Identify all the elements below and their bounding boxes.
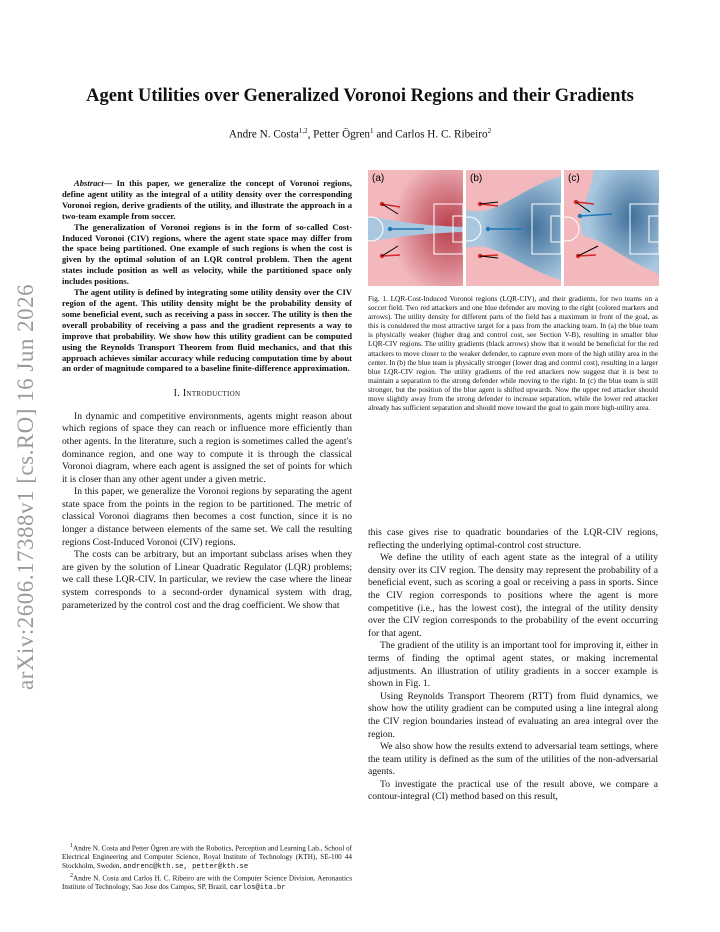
footnotes (62, 842, 352, 893)
introduction-body (62, 411, 352, 613)
panel-a-label: (a) (372, 173, 385, 184)
arxiv-identifier-stamp: arXiv:2606.17388v1 [cs.RO] 16 Jun 2026 (13, 283, 38, 690)
right-paragraph-6: To investigate the practical use of the result above, we compare a contour-integral (CI) method based on this result, (368, 778, 658, 803)
panel-a-field (368, 170, 463, 286)
paper-title: Agent Utilities over Generalized Voronoi Regions and their Gradients (86, 86, 634, 106)
footnote-2-mark: 2 (70, 873, 73, 880)
right-paragraph-3: The gradient of the utility is an important tool for improving it, either in terms of finding the optimal agent states, or making incremental adjustments. An illustration of utility gradients in a soccer example is shown in Fig. 1. (368, 640, 658, 690)
figure-1 (368, 170, 659, 286)
footnote-1-emails: andrenc@kth.se, petter@kth.se (123, 863, 249, 872)
footnote-2-text: Andre N. Costa and Carlos H. C. Ribeiro are with the Computer Science Division, Aeronautics Institute of Technology, Sao Jose dos Campos, SP, Brazil, (62, 874, 352, 892)
right-paragraph-1: this case gives rise to quadratic boundaries of the LQR-CIV regions, reflecting the underlying optimal-control cost structure. (368, 527, 658, 551)
panel-c-label: (c) (568, 173, 580, 184)
author-3: and Carlos H. C. Ribeiro (373, 128, 488, 141)
author-2: , Petter Ögren (307, 128, 371, 141)
author-1: Andre N. Costa (228, 128, 299, 141)
panel-b-label: (b) (470, 173, 483, 184)
intro-paragraph-3: The costs can be arbitrary, but an important subclass arises when they are given by the solution of Linear Quadratic Regulator (LQR) problems; we call these LQR-CIV. In particular, we review the case where the linear system corresponds to a second-order dynamical system with drag, parameterized by the control cost and the drag coefficient. We show that (62, 549, 352, 611)
left-column (62, 178, 352, 612)
figure-panel-b (466, 170, 561, 286)
abstract-paragraph-1 (62, 178, 352, 222)
right-column-body (368, 527, 658, 804)
abstract-paragraph-3: The agent utility is defined by integrating some utility density over the CIV region of the agent. This utility density might be the probability density of some beneficial event, such as receiving a pass in soccer. The utility is then the overall probability of receiving a pass and the gradient represents a way to improve that probability. We show how this utility gradient can be computed using the Reynolds Transport Theorem from fluid mechanics, and that this approach achieves similar accuracy while reducing computation time by about an order of magnitude compared to a baseline finite-difference approximation. (62, 287, 352, 374)
figure-panel-a (368, 170, 463, 286)
panel-b-field (466, 170, 561, 286)
section-heading-introduction: I. Introduction (173, 388, 241, 400)
footnote-1 (62, 842, 352, 872)
intro-paragraph-1: In dynamic and competitive environments, agents might reason about which regions of space they can reach or influence more efficiently than other agents. In the literature, such a region is sometimes called the agent's dominance region, and one way to compute it is through the classical Voronoi diagram, where each agent is assigned the set of points for which it is closer than any other agent under a given metric. (62, 410, 352, 485)
right-paragraph-5: We also show how the results extend to adversarial team settings, where the team utility is defined as the sum of the utilities of the non-adversarial agents. (368, 741, 658, 778)
abstract-paragraph-2: The generalization of Voronoi regions is in the form of so-called Cost-Induced Voronoi (CIV) regions, where the agent state space may differ from the space being partitioned. One example of such regions is when the cost is given by the optimal solution of an LQR control problem. Then the agent states include position as well as velocity, while the partitioned space only includes positions. (62, 221, 352, 287)
author-3-affiliation: 2 (487, 127, 492, 135)
footnote-2-email: carlos@ita.br (229, 884, 286, 893)
intro-paragraph-2: In this paper, we generalize the Voronoi regions by separating the agent state space from the points in the region to be partitioned. The metric of classical Voronoi diagrams then becomes a cost function, since it is no longer a distance between elements of the same set. We call the resulting regions Cost-Induced Voronoi (CIV) regions. (62, 486, 352, 548)
author-2-affiliation: 1 (370, 127, 374, 135)
abstract (62, 178, 352, 374)
author-list (60, 124, 660, 142)
figure-1-caption: Fig. 1. LQR-Cost-Induced Voronoi regions (LQR-CIV), and their gradients, for two teams on a soccer field. Two red attackers and one blue defender are moving to the right (colored markers and arrows). The utility density for different parts of the field has a maximum in front of the goal, as this is considered the most attractive target for a pass from the attacking team. In (a) the blue team is physically weaker (higher drag and control cost, see Section V-B), resulting in smaller blue LQR-CIV regions. The utility gradients (black arrows) show that it would be beneficial for the red attackers to move closer to the weaker defender, to capture even more of the high utility area in the center. In (b) the blue team is physically stronger (lower drag and control cost), resulting in a larger blue LQR-CIV region. The utility gradients of the red attackers now suggest that it is best to maintain a separation to the strong defender while moving to the right. In (c) the blue team is still stronger, but the position of the blue agent is shifted upwards. Now the upper red attacker should move slightly away from the strong defender to increase separation, while the lower red attacker already has sufficient separation and should move toward the goal to gain more high-utility area. (368, 294, 658, 413)
figure-panel-c (564, 170, 659, 286)
panel-c-field (564, 170, 659, 286)
abstract-text-1: — In this paper, we generalize the concept of Voronoi regions, define agent utility as the integral of a utility density over the corresponding Voronoi region, derive gradients of the utility, and illustrate the approach in a two-team example from soccer. (62, 178, 352, 221)
footnote-1-text: Andre N. Costa and Petter Ögren are with the Robotics, Perception and Learning Lab., School of Electrical Engineering and Computer Science, Royal Institute of Technology (KTH), SE-100 44 Stockholm, Sweden, (62, 844, 352, 871)
right-paragraph-4: Using Reynolds Transport Theorem (RTT) from fluid dynamics, we show how the utility gradient can be computed using a line integral along the CIV region boundaries instead of evaluating an area integral over the region. (368, 690, 658, 740)
footnote-1-mark: 1 (70, 843, 73, 849)
right-paragraph-2: We define the utility of each agent state as the integral of a utility density over its CIV region. The density may represent the probability of a beneficial event, such as scoring a goal or receiving a pass in sports. Since the CIV region corresponds to positions where the agent is more competitive (i.e., has the lowest cost), the integral of the utility density over the CIV region corresponds to the probability of the event occurring for that agent. (368, 552, 658, 639)
abstract-label: Abstract (74, 178, 104, 188)
author-1-affiliation: 1,2 (298, 127, 308, 135)
footnote-2 (62, 872, 352, 893)
